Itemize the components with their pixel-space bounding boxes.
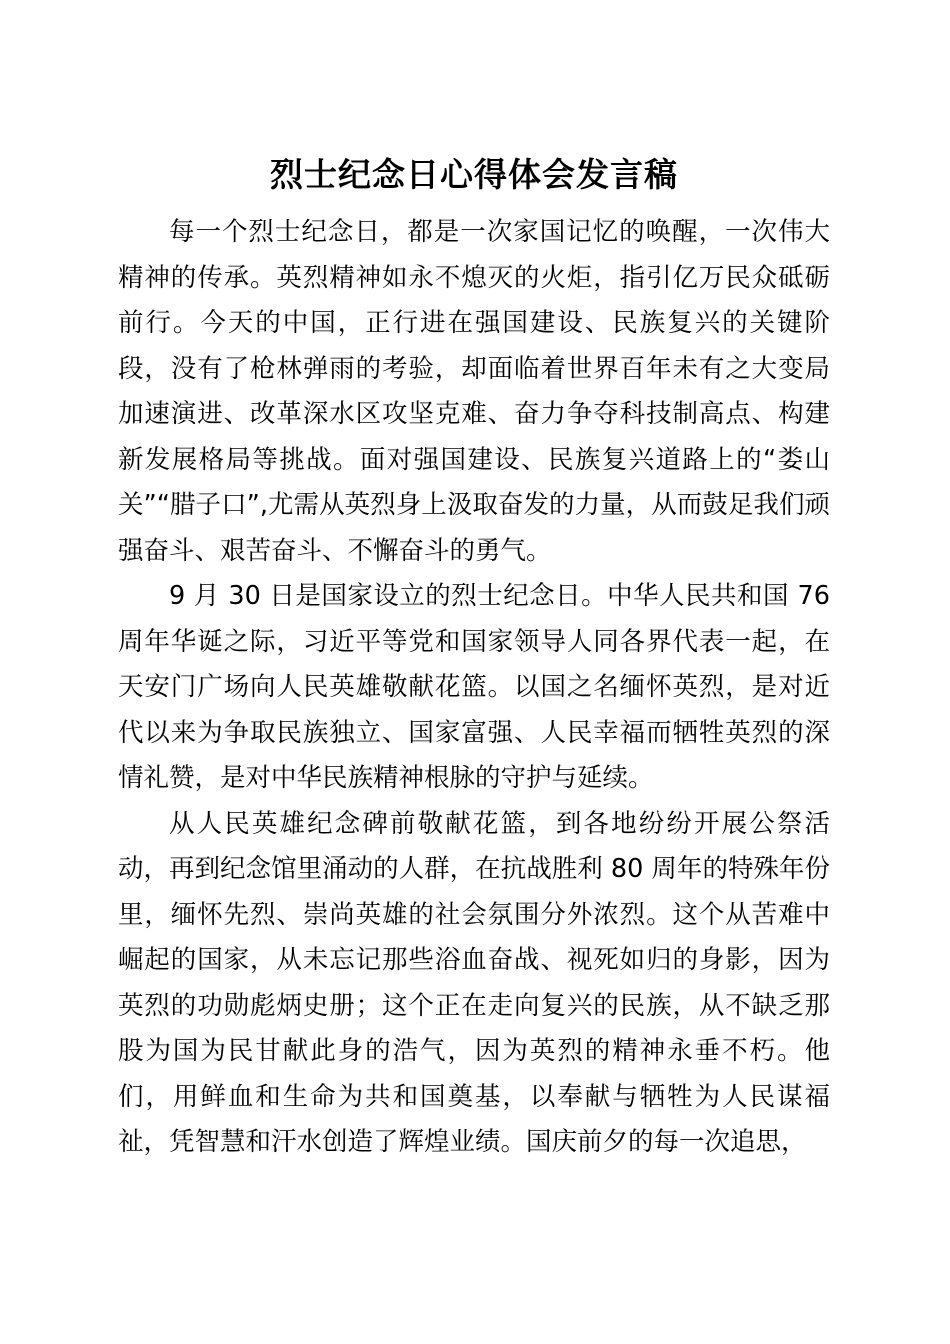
paragraph-3: 从人民英雄纪念碑前敬献花篮，到各地纷纷开展公祭活动，再到纪念馆里涌动的人群，在抗战胜利 80 周年的特殊年份里，缅怀先烈、崇尚英雄的社会氛围分外浓烈。这个从苦难中崛起的国家，从未忘记那些浴血奋战、视死如归的身影，因为英烈的功勋彪炳史册；这个正在走向复兴的民族，从不缺乏那股为国为民甘献此身的浩气，因为英烈的精神永垂不朽。他们，用鲜血和生命为共和国奠基，以奉献与牺牲为人民谋福祉，凭智慧和汗水创造了辉煌业绩。国庆前夕的每一次追思， (118, 808, 830, 1157)
paragraph-1: 每一个烈士纪念日，都是一次家国记忆的唤醒，一次伟大精神的传承。英烈精神如永不熄灭的火炬，指引亿万民众砥砺前行。今天的中国，正行进在强国建设、民族复兴的关键阶段，没有了枪林弹雨的考验，却面临着世界百年未有之大变局加速演进、改革深水区攻坚克难、奋力争夺科技制高点、构建新发展格局等挑战。面对强国建设、民族复兴道路上的“娄山关”“腊子口”,尤需从英烈身上汲取奋发的力量，从而鼓足我们顽强奋斗、艰苦奋斗、不懈奋斗的勇气。 (118, 217, 830, 566)
document-body (118, 210, 830, 1166)
page-title: 烈士纪念日心得体会发言稿 (270, 155, 678, 194)
paragraph-2: 9 月 30 日是国家设立的烈士纪念日。中华人民共和国 76 周年华诞之际，习近平等党和国家领导人同各界代表一起，在天安门广场向人民英雄敬献花篮。以国之名缅怀英烈，是对近代以来为争取民族独立、国家富强、人民幸福而牺牲英烈的深情礼赞，是对中华民族精神根脉的守护与延续。 (118, 581, 830, 793)
